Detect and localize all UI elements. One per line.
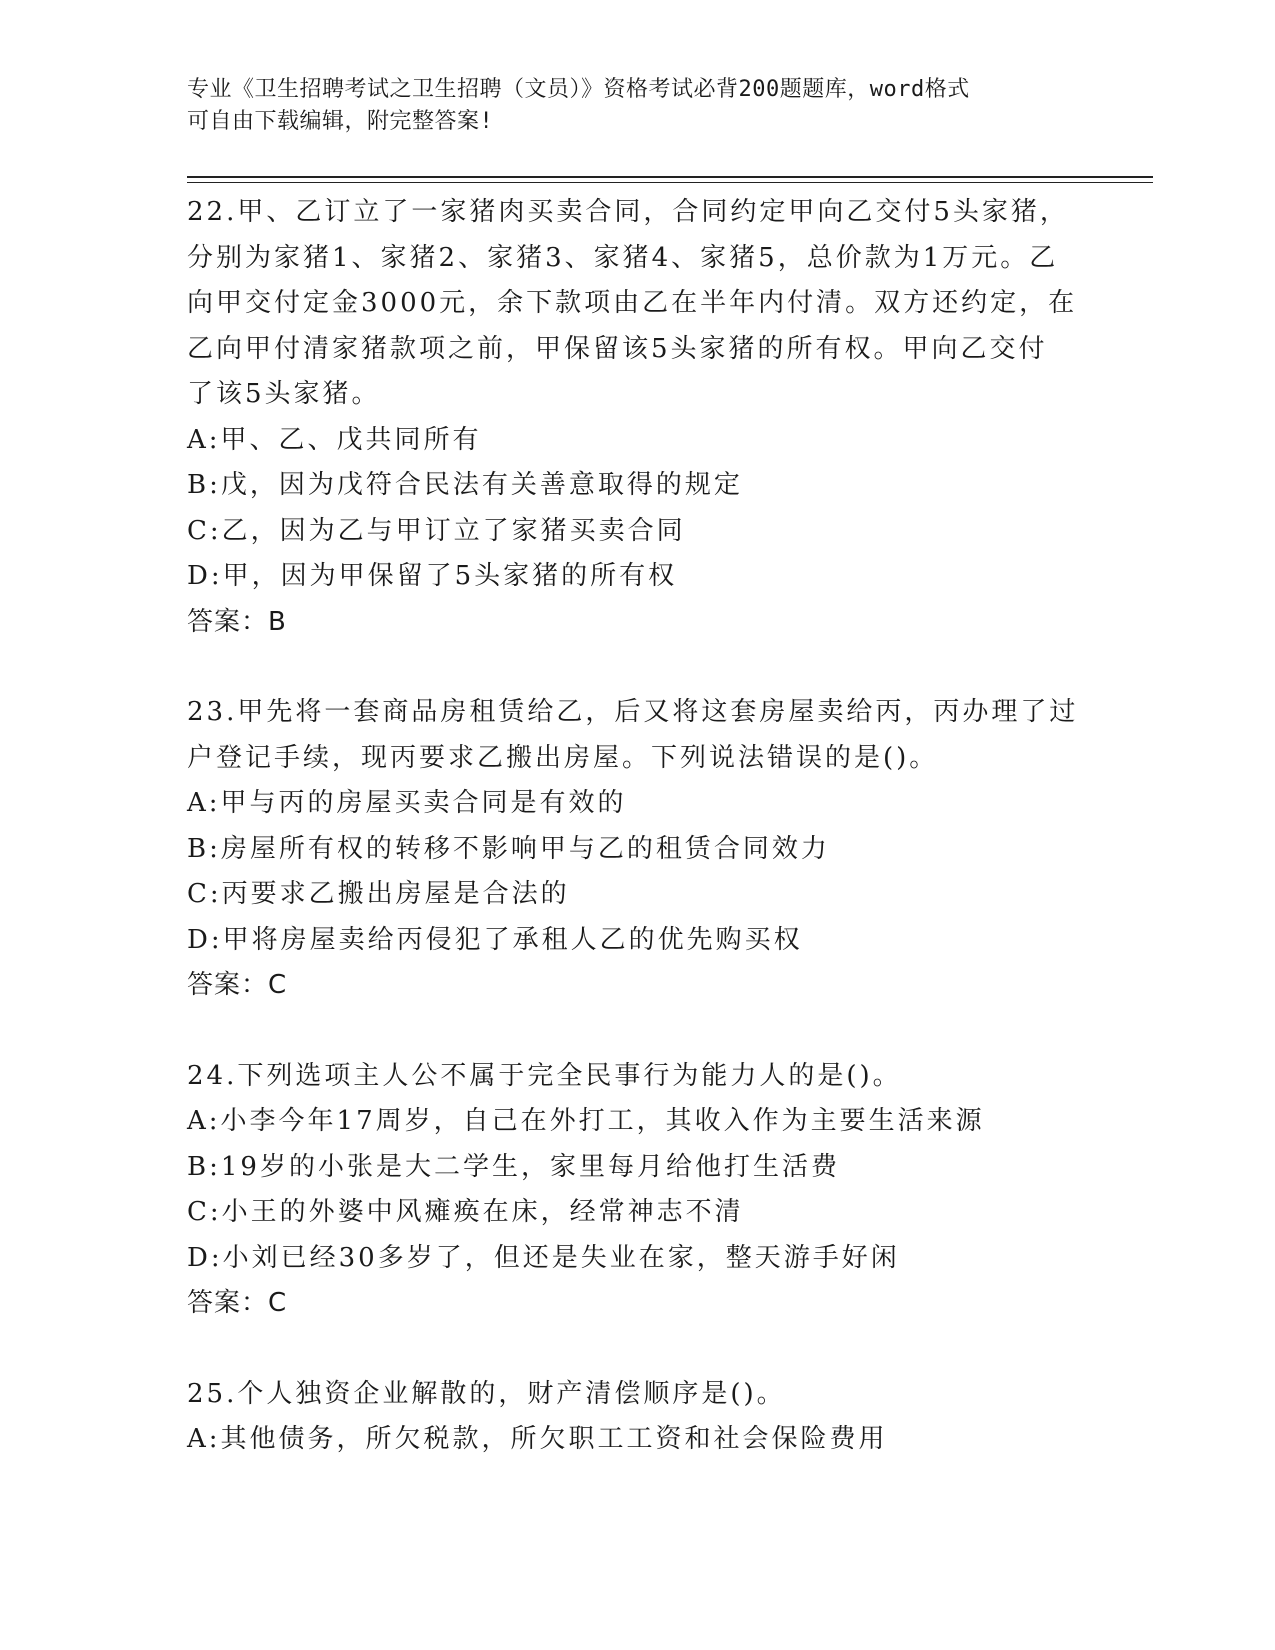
question-stem-line: 24.下列选项主人公不属于完全民事行为能力人的是()。 bbox=[187, 1060, 902, 1091]
answer-label: 答案：C bbox=[187, 970, 288, 1000]
question-stem-line: 25.个人独资企业解散的，财产清偿顺序是()。 bbox=[187, 1378, 786, 1409]
question-stem-line: 了该5头家猪。 bbox=[187, 379, 381, 409]
option-b: B:19岁的小张是大二学生，家里每月给他打生活费 bbox=[187, 1151, 840, 1182]
question-24 bbox=[187, 1054, 1087, 1327]
header-line-2: 可自由下载编辑，附完整答案! bbox=[187, 109, 494, 134]
option-a: A:其他债务，所欠税款，所欠职工工资和社会保险费用 bbox=[187, 1424, 888, 1454]
option-b: B:房屋所有权的转移不影响甲与乙的租赁合同效力 bbox=[187, 833, 830, 864]
document-header bbox=[187, 74, 1087, 138]
question-spacer bbox=[187, 645, 1087, 690]
header-rule-thin bbox=[187, 182, 1153, 183]
question-22 bbox=[187, 190, 1087, 645]
option-d: D:小刘已经30多岁了，但还是失业在家，整天游手好闲 bbox=[187, 1242, 900, 1273]
question-spacer bbox=[187, 1009, 1087, 1054]
question-stem-line: 户登记手续，现丙要求乙搬出房屋。下列说法错误的是()。 bbox=[187, 742, 939, 773]
option-c: C:乙，因为乙与甲订立了家猪买卖合同 bbox=[187, 515, 686, 546]
question-list bbox=[187, 190, 1087, 1463]
header-rule-thick bbox=[187, 176, 1153, 178]
question-stem-line: 23.甲先将一套商品房租赁给乙，后又将这套房屋卖给丙，丙办理了过 bbox=[187, 697, 1079, 727]
option-d: D:甲，因为甲保留了5头家猪的所有权 bbox=[187, 561, 678, 591]
question-stem-line: 乙向甲付清家猪款项之前，甲保留该5头家猪的所有权。甲向乙交付 bbox=[187, 333, 1048, 364]
question-stem-line: 22.甲、乙订立了一家猪肉买卖合同，合同约定甲向乙交付5头家猪， bbox=[187, 197, 1069, 227]
option-a: A:甲与丙的房屋买卖合同是有效的 bbox=[187, 788, 627, 818]
option-a: A:小李今年17周岁，自己在外打工，其收入作为主要生活来源 bbox=[187, 1106, 985, 1136]
question-spacer bbox=[187, 1327, 1087, 1372]
answer-label: 答案：C bbox=[187, 1288, 288, 1318]
option-c: C:小王的外婆中风瘫痪在床，经常神志不清 bbox=[187, 1197, 744, 1227]
question-stem-line: 向甲交付定金3000元，余下款项由乙在半年内付清。双方还约定，在 bbox=[187, 288, 1078, 318]
header-line-1: 专业《卫生招聘考试之卫生招聘（文员）》资格考试必背200题题库，word格式 bbox=[187, 77, 970, 102]
option-b: B:戊，因为戊符合民法有关善意取得的规定 bbox=[187, 470, 743, 500]
option-d: D:甲将房屋卖给丙侵犯了承租人乙的优先购买权 bbox=[187, 924, 803, 955]
answer-label: 答案：B bbox=[187, 606, 287, 637]
question-23 bbox=[187, 690, 1087, 1009]
question-stem-line: 分别为家猪1、家猪2、家猪3、家猪4、家猪5，总价款为1万元。乙 bbox=[187, 242, 1059, 273]
option-c: C:丙要求乙搬出房屋是合法的 bbox=[187, 879, 570, 909]
option-a: A:甲、乙、戊共同所有 bbox=[187, 424, 482, 455]
question-25 bbox=[187, 1372, 1087, 1463]
